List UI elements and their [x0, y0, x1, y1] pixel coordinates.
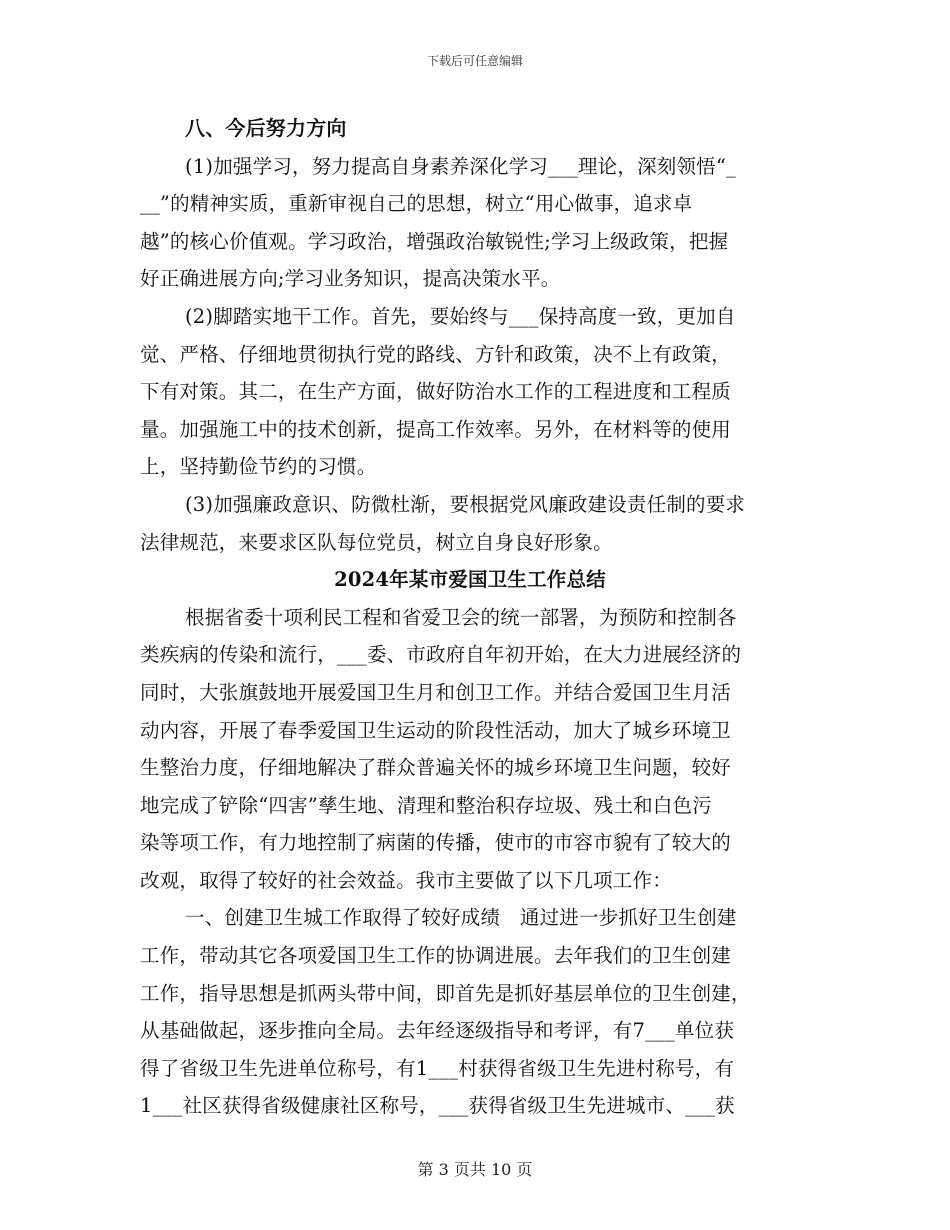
paragraph-line: 改观，取得了较好的社会效益。我市主要做了以下几项工作：: [140, 868, 672, 892]
paragraph-line: (1)加强学习，努力提高自身素养深化学习___理论，深刻领悟“_: [185, 154, 736, 178]
page-number: 第 3 页共 10 页: [417, 1160, 533, 1179]
paragraph-line: 工作，指导思想是抓两头带中间，即首先是抓好基层单位的卫生创建，: [140, 981, 751, 1005]
paragraph-line: 一、创建卫生城工作取得了较好成绩 通过进一步抓好卫生创建: [185, 906, 737, 930]
paragraph-line: 类疾病的传染和流行，___委、市政府自年初开始，在大力进展经济的: [140, 643, 742, 667]
paragraph-line: 地完成了铲除“四害”孳生地、清理和整治积存垃圾、残土和白色污: [140, 793, 712, 817]
paragraph-line: (2)脚踏实地干工作。首先，要始终与___保持高度一致，更加自: [185, 304, 736, 328]
paragraph-line: __”的精神实质，重新审视自己的思想，树立“用心做事，追求卓: [140, 192, 693, 216]
paragraph-line: (3)加强廉政意识、防微杜渐，要根据党风廉政建设责任制的要求: [185, 492, 746, 516]
paragraph-line: 越”的核心价值观。学习政治，增强政治敏锐性;学习上级政策，把握: [140, 229, 729, 253]
paragraph-line: 同时，大张旗鼓地开展爱国卫生月和创卫工作。并结合爱国卫生月活: [140, 680, 732, 704]
paragraph-line: 生整治力度，仔细地解决了群众普遍关怀的城乡环境卫生问题，较好: [140, 756, 732, 780]
document-title: 2024年某市爱国卫生工作总结: [334, 568, 606, 592]
paragraph-line: 下有对策。其二，在生产方面，做好防治水工作的工程进度和工程质: [140, 380, 732, 404]
paragraph-line: 从基础做起，逐步推向全局。去年经逐级指导和考评，有7___单位获: [140, 1019, 735, 1043]
page-header-note: 下载后可任意编辑: [426, 54, 523, 68]
paragraph-line: 工作，带动其它各项爱国卫生工作的协调进展。去年我们的卫生创建: [140, 944, 732, 968]
paragraph-line: 法律规范，来要求区队每位党员，树立自身良好形象。: [140, 530, 613, 554]
paragraph-line: 根据省委十项利民工程和省爱卫会的统一部署，为预防和控制各: [185, 605, 737, 629]
paragraph-line: 得了省级卫生先进单位称号，有1___村获得省级卫生先进村称号，有: [140, 1056, 735, 1080]
paragraph-line: 动内容，开展了春季爱国卫生运动的阶段性活动，加大了城乡环境卫: [140, 718, 732, 742]
paragraph-line: 染等项工作，有力地控制了病菌的传播，使市的市容市貌有了较大的: [140, 831, 732, 855]
paragraph-line: 觉、严格、仔细地贯彻执行党的路线、方针和政策，决不上有政策，: [140, 342, 732, 366]
document-body: [140, 110, 800, 1125]
paragraph-line: 上，坚持勤俭节约的习惯。: [140, 455, 377, 479]
section-heading: 八、今后努力方向: [185, 116, 347, 140]
paragraph-line: 1___社区获得省级健康社区称号，___获得省级卫生先进城市、___获: [140, 1094, 735, 1118]
paragraph-line: 量。加强施工中的技术创新，提高工作效率。另外，在材料等的使用: [140, 417, 732, 441]
paragraph-line: 好正确进展方向;学习业务知识，提高决策水平。: [140, 267, 561, 291]
